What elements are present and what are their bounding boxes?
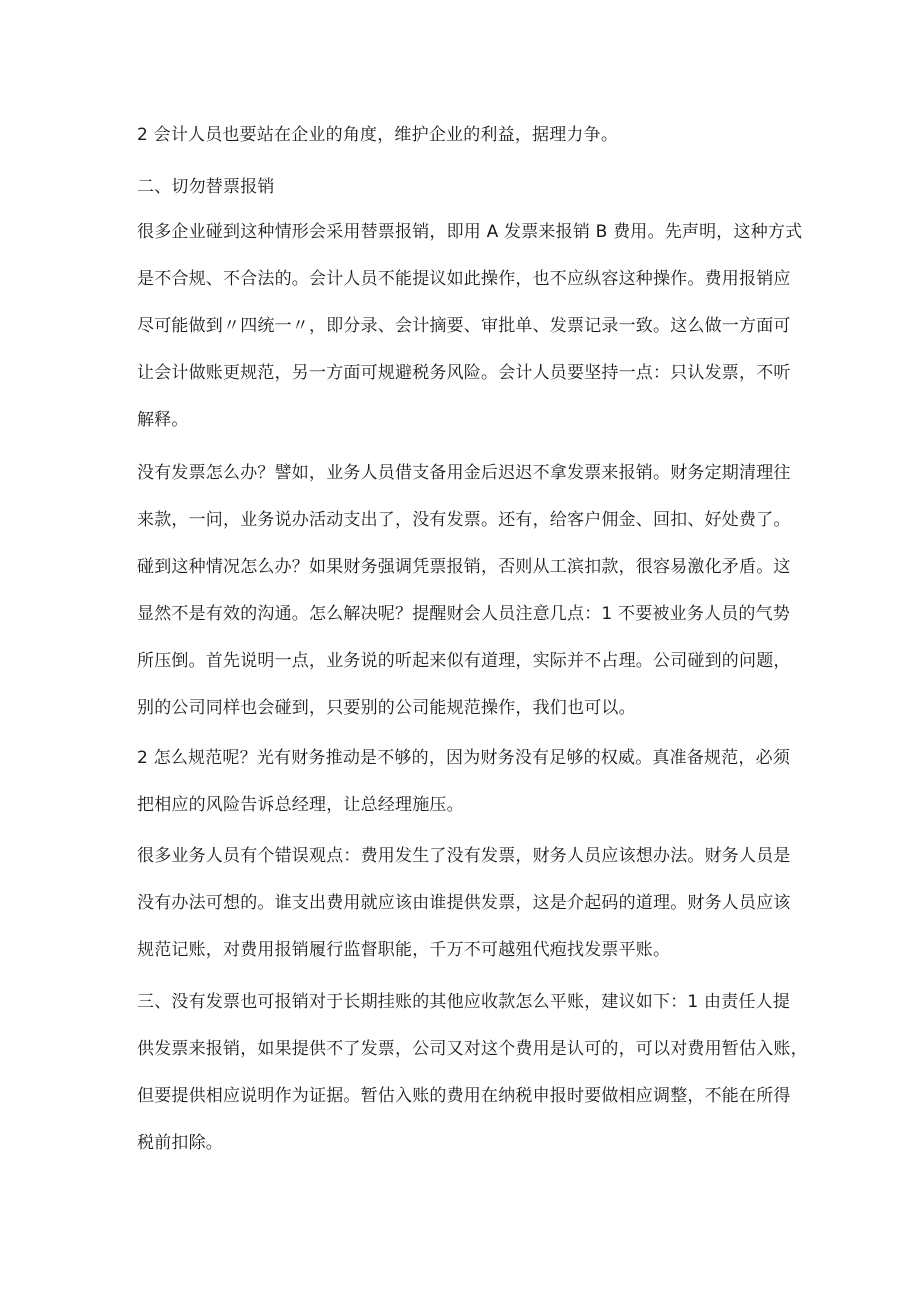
text-line: 2 会计人员也要站在企业的角度，维护企业的利益，据理力争。: [137, 125, 619, 145]
text-line: 没有发票怎么办？譬如，业务人员借支备用金后迟迟不拿发票来报销。财务定期清理往: [137, 463, 791, 483]
section-heading: 二、切勿替票报销: [137, 177, 275, 197]
text-line: 三、没有发票也可报销对于长期挂账的其他应收款怎么平账，建议如下：1 由责任人提: [137, 992, 791, 1012]
text-line: 规范记账，对费用报销履行监督职能，千万不可越殂代疱找发票平账。: [137, 940, 671, 960]
text-line: 显然不是有效的沟通。怎么解决呢？提醒财会人员注意几点：1 不要被业务人员的气势: [137, 604, 791, 624]
text-line: 解释。: [137, 410, 189, 430]
text-line: 来款，一问，业务说办活动支出了，没有发票。还有，给客户佣金、回扣、好处费了。: [137, 510, 791, 530]
text-line: 别的公司同样也会碰到，只要别的公司能规范操作，我们也可以。: [137, 698, 636, 718]
text-line: 碰到这种情况怎么办？如果财务强调凭票报销，否则从工滨扣款，很容易激化矛盾。这: [137, 557, 791, 577]
text-line: 2 怎么规范呢？光有财务推动是不够的，因为财务没有足够的权威。真准备规范，必须: [137, 748, 791, 768]
text-line: 所压倒。首先说明一点，业务说的听起来似有道理，实际并不占理。公司碰到的问题，: [137, 651, 791, 671]
text-line: 没有办法可想的。谁支出费用就应该由谁提供发票，这是介起码的道理。财务人员应该: [137, 893, 791, 913]
text-line: 是不合规、不合法的。会计人员不能提议如此操作，也不应纵容这种操作。费用报销应: [137, 269, 791, 289]
text-line: 供发票来报销，如果提供不了发票，公司又对这个费用是认可的，可以对费用暂估入账，: [137, 1039, 808, 1059]
text-line: 很多业务人员有个错误观点：费用发生了没有发票，财务人员应该想办法。财务人员是: [137, 846, 791, 866]
text-line: 让会计做账更规范，另一方面可规避税务风险。会计人员要坚持一点：只认发票，不听: [137, 363, 791, 383]
text-line: 很多企业碰到这种情形会采用替票报销，即用 A 发票来报销 B 费用。先声明，这种方式: [137, 222, 803, 242]
text-line: 但要提供相应说明作为证据。暂估入账的费用在纳税申报时要做相应调整，不能在所得: [137, 1086, 791, 1106]
text-line: 税前扣除。: [137, 1133, 223, 1153]
text-line: 尽可能做到〃四统一〃，即分录、会计摘要、审批单、发票记录一致。这么做一方面可: [137, 316, 791, 336]
text-line: 把相应的风险告诉总经理，让总经理施压。: [137, 795, 464, 815]
